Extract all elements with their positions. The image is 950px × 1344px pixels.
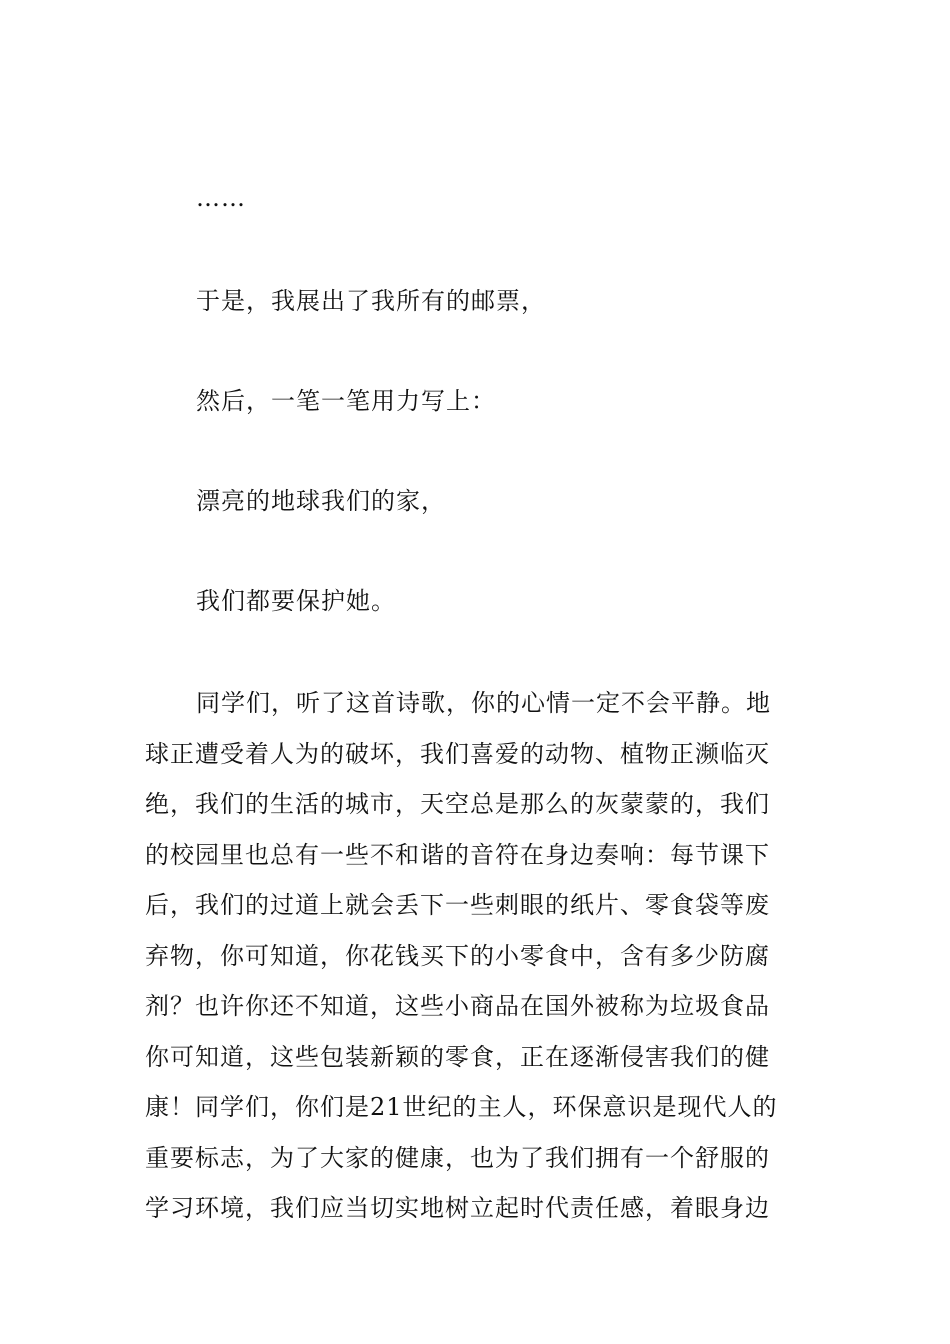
body-paragraph	[145, 678, 809, 1234]
paragraph-line: 弃物，你可知道，你花钱买下的小零食中，含有多少防腐	[145, 941, 770, 970]
poem-line-1: 于是，我展出了我所有的邮票，	[196, 287, 546, 315]
paragraph-line: 剂？也许你还不知道，这些小商品在国外被称为垃圾食品	[145, 992, 770, 1020]
paragraph-line: 后，我们的过道上就会丢下一些刺眼的纸片、零食袋等废	[145, 891, 770, 919]
paragraph-line: 康！同学们，你们是21世纪的主人，环保意识是现代人的	[145, 1093, 778, 1121]
paragraph-line: 绝，我们的生活的城市，天空总是那么的灰蒙蒙的，我们	[145, 790, 770, 818]
poem-line-ellipsis: ……	[196, 184, 246, 212]
poem-line-3: 漂亮的地球我们的家，	[196, 487, 446, 515]
paragraph-line: 你可知道，这些包装新颖的零食，正在逐渐侵害我们的健	[145, 1042, 770, 1071]
paragraph-line: 同学们，听了这首诗歌，你的心情一定不会平静。地	[196, 689, 771, 717]
paragraph-line: 球正遭受着人为的破坏，我们喜爱的动物、植物正濒临灭	[145, 739, 770, 768]
poem-line-2: 然后，一笔一笔用力写上：	[196, 387, 496, 415]
paragraph-line: 重要标志，为了大家的健康，也为了我们拥有一个舒服的	[145, 1143, 770, 1172]
paragraph-line: 的校园里也总有一些不和谐的音符在身边奏响：每节课下	[145, 840, 770, 869]
paragraph-line: 学习环境，我们应当切实地树立起时代责任感，着眼身边	[145, 1194, 770, 1222]
poem-line-4: 我们都要保护她。	[196, 587, 396, 615]
